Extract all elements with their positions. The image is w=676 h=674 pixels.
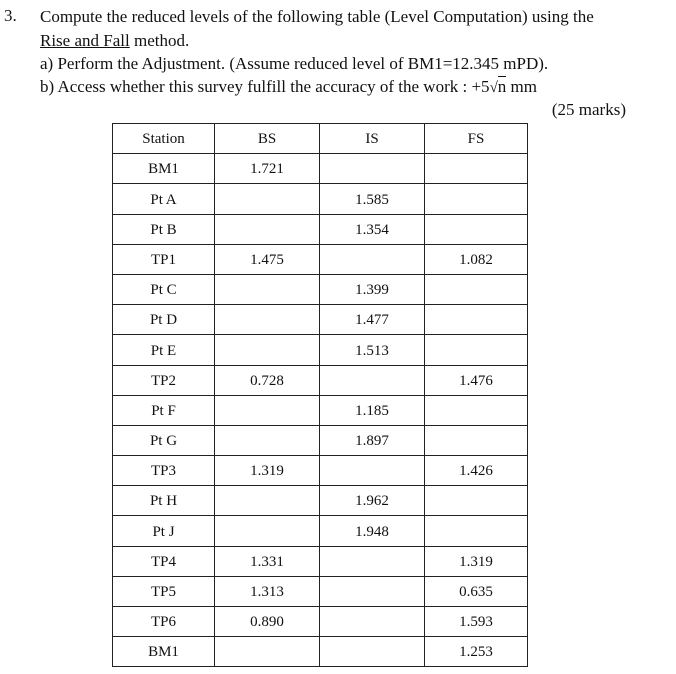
question-line-1: Compute the reduced levels of the following table (Level Computation) using the [40,7,594,26]
table-row [113,274,528,304]
table-row [113,365,528,395]
cell-fs [425,274,528,304]
cell-bs: 0.728 [215,365,320,395]
part-b-suffix: mm [506,77,537,96]
cell-station: Pt H [113,486,215,516]
table-row [113,456,528,486]
header-station: Station [113,124,215,154]
table-row [113,335,528,365]
cell-is: 1.185 [320,395,425,425]
table-row [113,516,528,546]
cell-fs [425,214,528,244]
cell-station: TP5 [113,576,215,606]
radicand: n [497,77,507,96]
cell-bs [215,274,320,304]
cell-station: BM1 [113,154,215,184]
cell-fs: 1.082 [425,244,528,274]
cell-bs [215,486,320,516]
cell-is: 1.354 [320,214,425,244]
cell-station: Pt E [113,335,215,365]
cell-is: 1.513 [320,335,425,365]
cell-fs [425,154,528,184]
cell-is [320,154,425,184]
cell-bs [215,214,320,244]
cell-bs: 0.890 [215,607,320,637]
square-root-expression [490,76,507,99]
table-row [113,154,528,184]
cell-station: Pt J [113,516,215,546]
cell-fs [425,486,528,516]
cell-bs [215,425,320,455]
header-bs: BS [215,124,320,154]
question-part-a: a) Perform the Adjustment. (Assume reduced level of BM1=12.345 mPD). [40,54,549,73]
cell-station: Pt A [113,184,215,214]
cell-station: BM1 [113,637,215,667]
cell-fs [425,425,528,455]
cell-bs [215,335,320,365]
cell-bs [215,516,320,546]
cell-fs: 1.319 [425,546,528,576]
cell-fs: 1.426 [425,456,528,486]
table-row [113,184,528,214]
table-row [113,305,528,335]
cell-is: 1.948 [320,516,425,546]
cell-is [320,244,425,274]
part-b-prefix: b) Access whether this survey fulfill the accuracy of the work : +5 [40,77,490,96]
question-number: 3. [4,6,17,25]
cell-station: Pt B [113,214,215,244]
cell-is: 1.399 [320,274,425,304]
cell-fs [425,335,528,365]
cell-is [320,365,425,395]
cell-station: TP6 [113,607,215,637]
cell-fs [425,305,528,335]
cell-fs: 1.593 [425,607,528,637]
cell-bs [215,395,320,425]
level-table [112,123,528,667]
cell-is [320,637,425,667]
table-header-row [113,124,528,154]
cell-is: 1.897 [320,425,425,455]
table-row [113,576,528,606]
table-row [113,486,528,516]
question-line-2 [40,30,189,52]
cell-is [320,607,425,637]
cell-is [320,456,425,486]
cell-is: 1.477 [320,305,425,335]
cell-fs [425,184,528,214]
method-name-underlined: Rise and Fall [40,31,130,50]
cell-fs: 1.476 [425,365,528,395]
cell-bs [215,637,320,667]
cell-station: TP2 [113,365,215,395]
cell-bs [215,305,320,335]
cell-fs: 1.253 [425,637,528,667]
table-row [113,637,528,667]
cell-fs: 0.635 [425,576,528,606]
cell-bs: 1.331 [215,546,320,576]
cell-station: TP4 [113,546,215,576]
cell-bs: 1.721 [215,154,320,184]
cell-fs [425,516,528,546]
cell-bs: 1.319 [215,456,320,486]
cell-is: 1.585 [320,184,425,214]
cell-fs [425,395,528,425]
table-row [113,214,528,244]
cell-station: Pt G [113,425,215,455]
cell-station: Pt F [113,395,215,425]
question-part-b [40,76,537,99]
table-row [113,425,528,455]
cell-bs [215,184,320,214]
table-row [113,546,528,576]
cell-station: Pt C [113,274,215,304]
table-row [113,244,528,274]
table-body [113,154,528,667]
header-is: IS [320,124,425,154]
table-row [113,607,528,637]
header-fs: FS [425,124,528,154]
cell-is [320,576,425,606]
cell-station: Pt D [113,305,215,335]
marks-label: (25 marks) [551,100,626,119]
cell-bs: 1.475 [215,244,320,274]
method-suffix: method. [129,31,190,50]
cell-station: TP3 [113,456,215,486]
cell-is: 1.962 [320,486,425,516]
cell-station: TP1 [113,244,215,274]
radical-sign: √ [489,80,498,96]
table-row [113,395,528,425]
cell-is [320,546,425,576]
cell-bs: 1.313 [215,576,320,606]
